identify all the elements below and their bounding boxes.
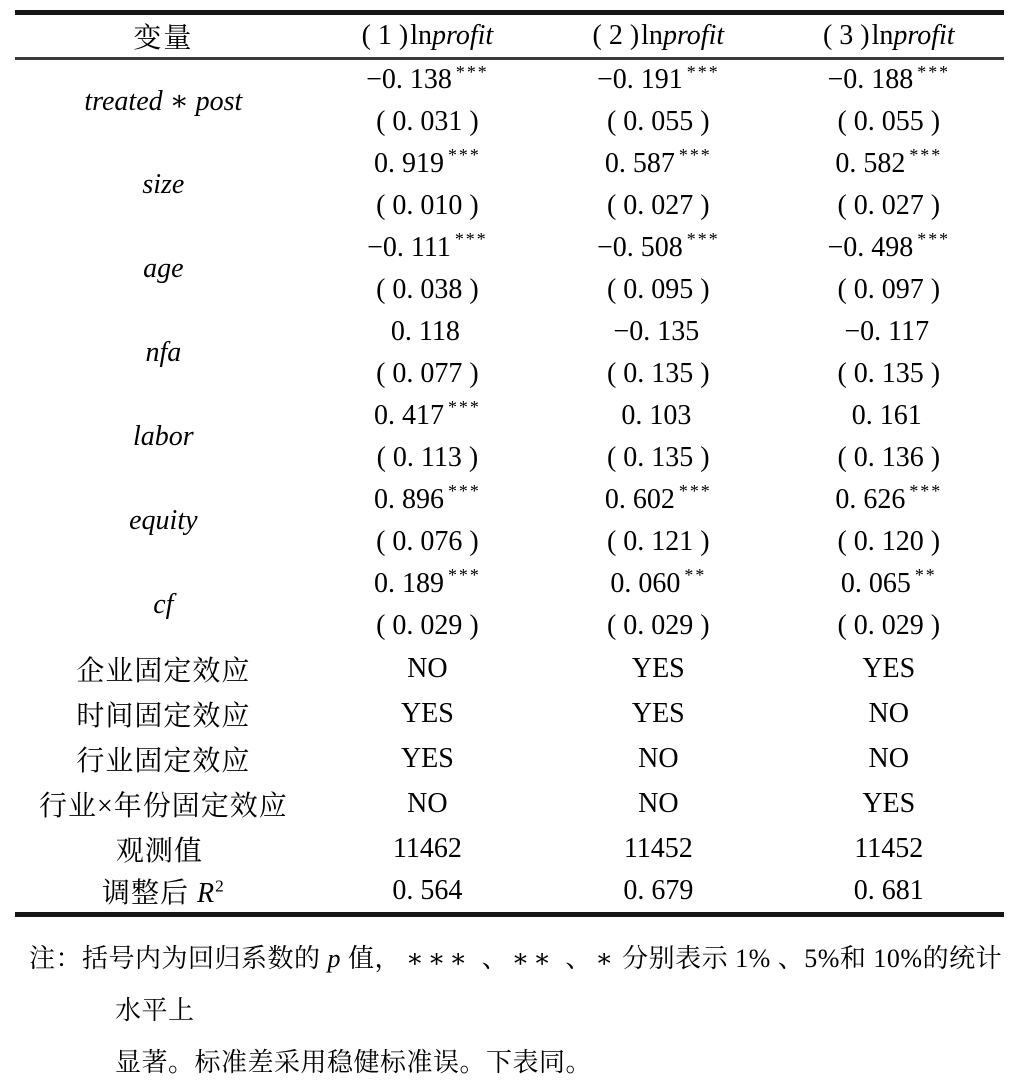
significance-stars: ** (914, 565, 937, 586)
se-cell: ( 0. 077 ) (376, 357, 479, 389)
row-label-cf: cf (153, 588, 174, 620)
stat-value: 11462 (392, 832, 462, 864)
se-cell: ( 0. 055 ) (837, 105, 941, 137)
coef-cell: 0. 582 *** (835, 145, 943, 179)
table-row (15, 692, 1004, 737)
se-cell: ( 0. 113 ) (376, 441, 479, 473)
row-label-time-fe: 时间固定效应 (76, 701, 251, 732)
note-line-2: 显著。标准差采用稳健标准误。下表同。 (115, 1048, 593, 1077)
fe-value: NO (638, 743, 679, 774)
coef-cell: −0. 498 *** (827, 229, 951, 263)
coef-cell: 0. 065 ** (840, 565, 937, 599)
coef-cell: 0. 118 (390, 315, 460, 347)
fe-value: YES (631, 653, 685, 684)
significance-stars: *** (917, 61, 951, 82)
se-cell: ( 0. 029 ) (837, 609, 941, 641)
row-label-age: age (143, 252, 184, 284)
col-header-model-1 (312, 13, 543, 59)
table-row (15, 871, 1004, 915)
depvar-name: profit (432, 20, 494, 51)
table-row (15, 311, 1004, 353)
table-row (15, 782, 1004, 827)
significance-stars: *** (447, 397, 481, 418)
coef-cell: 0. 417 *** (373, 397, 481, 431)
significance-stars: *** (455, 61, 489, 82)
significance-stars: *** (686, 229, 720, 250)
stat-value: 11452 (854, 832, 924, 864)
coef-cell: −0. 508 *** (596, 229, 720, 263)
row-label-equity: equity (129, 504, 198, 536)
significance-stars: *** (917, 229, 951, 250)
se-cell: ( 0. 136 ) (837, 441, 941, 473)
se-cell: ( 0. 135 ) (606, 441, 710, 473)
table-row (15, 647, 1004, 692)
se-cell: ( 0. 029 ) (606, 609, 710, 641)
col-header-model-2 (543, 13, 773, 59)
fe-value: NO (868, 698, 909, 729)
coef-cell: 0. 602 *** (604, 481, 712, 515)
se-cell: ( 0. 055 ) (606, 105, 710, 137)
row-label-observations: 观测值 (115, 835, 203, 867)
model-number: ( 3 ) (822, 20, 870, 51)
significance-stars: ** (684, 565, 707, 586)
table-row (15, 59, 1004, 101)
regression-results-table (15, 10, 1004, 917)
row-label-size: size (142, 168, 185, 200)
fe-value: NO (407, 653, 448, 684)
stat-value: 0. 681 (853, 875, 924, 907)
coef-cell: 0. 103 (621, 399, 692, 431)
se-cell: ( 0. 097 ) (837, 273, 941, 305)
table-note (29, 933, 1004, 1089)
table-row (15, 395, 1004, 437)
table-row (15, 479, 1004, 521)
table-row (15, 827, 1004, 871)
significance-stars: *** (447, 565, 481, 586)
depvar-name: profit (893, 20, 955, 51)
note-text-3: 分别表示 1% 、5%和 10%的统计水平上 (115, 944, 1003, 1025)
depvar-ln: ln (871, 20, 894, 51)
stat-value: 11452 (623, 832, 693, 864)
col-header-variable: 变量 (133, 23, 194, 54)
row-label-treated-post: treated ∗ post (84, 86, 243, 118)
table-row (15, 143, 1004, 185)
se-cell: ( 0. 031 ) (376, 105, 479, 137)
se-cell: ( 0. 076 ) (376, 525, 479, 557)
se-cell: ( 0. 121 ) (606, 525, 710, 557)
coef-cell: −0. 117 (844, 315, 930, 347)
coef-cell: 0. 161 (851, 399, 922, 431)
coef-cell: −0. 111 *** (367, 229, 488, 263)
row-label-industry-year-fe: 行业×年份固定效应 (38, 791, 288, 822)
coef-cell: 0. 060 ** (610, 565, 707, 599)
fe-value: NO (407, 788, 448, 819)
fe-value: NO (638, 788, 679, 819)
coef-cell: −0. 135 (613, 315, 700, 347)
se-cell: ( 0. 135 ) (837, 357, 941, 389)
note-text-2: 值， (348, 944, 402, 973)
se-cell: ( 0. 095 ) (606, 273, 710, 305)
table-row (15, 227, 1004, 269)
se-cell: ( 0. 029 ) (376, 609, 479, 641)
math-symbol: R (196, 878, 216, 910)
col-header-model-3 (774, 13, 1004, 59)
fe-value: YES (400, 743, 454, 774)
note-label: 注： (29, 944, 83, 973)
model-number: ( 1 ) (361, 20, 409, 51)
row-label-firm-fe: 企业固定效应 (76, 656, 251, 687)
depvar-ln: ln (410, 20, 433, 51)
coef-cell: 0. 896 *** (373, 481, 481, 515)
fe-value: NO (868, 743, 909, 774)
note-stars: ∗∗∗ 、∗∗ 、∗ (406, 944, 618, 973)
coef-cell: 0. 919 *** (373, 145, 481, 179)
stat-value: 0. 679 (623, 875, 694, 907)
significance-stars: *** (686, 61, 720, 82)
row-label-industry-fe: 行业固定效应 (76, 746, 251, 777)
se-cell: ( 0. 120 ) (837, 525, 941, 557)
fe-value: YES (862, 788, 916, 819)
fe-value: YES (400, 698, 454, 729)
se-cell: ( 0. 010 ) (376, 189, 479, 221)
fe-value: YES (862, 653, 916, 684)
p-value-symbol: p (327, 944, 342, 973)
coef-cell: −0. 188 *** (827, 61, 951, 96)
depvar-name: profit (662, 20, 725, 51)
row-label-adjusted-r2: 调整后 $R^2$ (101, 876, 225, 910)
table-row (15, 563, 1004, 605)
significance-stars: *** (454, 229, 488, 250)
table-row (15, 737, 1004, 782)
significance-stars: *** (678, 481, 712, 502)
se-cell: ( 0. 027 ) (606, 189, 710, 221)
significance-stars: *** (909, 481, 943, 502)
row-label-nfa: nfa (145, 336, 182, 368)
stat-value: 0. 564 (392, 875, 463, 907)
row-label-labor: labor (133, 420, 194, 452)
significance-stars: *** (447, 481, 481, 502)
significance-stars: *** (447, 145, 481, 166)
note-text-1: 括号内为回归系数的 (82, 944, 321, 973)
math-superscript: 2 (215, 876, 225, 896)
se-cell: ( 0. 027 ) (837, 189, 941, 221)
model-number: ( 2 ) (592, 20, 640, 51)
fe-value: YES (631, 698, 685, 729)
significance-stars: *** (909, 145, 943, 166)
se-cell: ( 0. 135 ) (606, 357, 710, 389)
table-header-row (15, 13, 1004, 59)
coef-cell: 0. 626 *** (835, 481, 943, 515)
se-cell: ( 0. 038 ) (376, 273, 479, 305)
coef-cell: 0. 587 *** (604, 145, 712, 179)
coef-cell: 0. 189 *** (373, 565, 481, 599)
coef-cell: −0. 138 *** (366, 61, 489, 96)
depvar-ln: ln (641, 20, 663, 51)
significance-stars: *** (678, 145, 712, 166)
coef-cell: −0. 191 *** (596, 61, 720, 96)
